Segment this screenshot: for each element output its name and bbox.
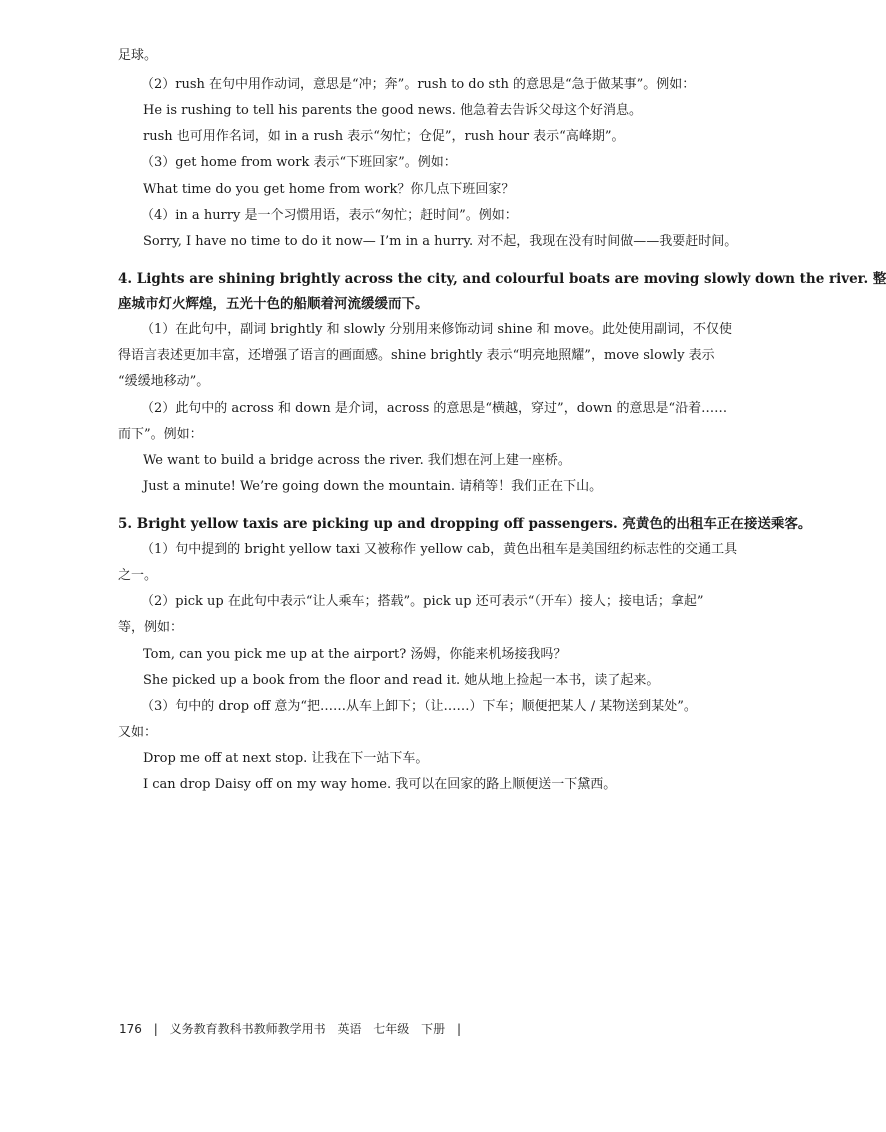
example-sentence: Tom, can you pick me up at the airport? 汤姆，你能来机场接我吗？ bbox=[143, 647, 567, 662]
note-rush-1: （2）rush 在句中用作动词，意思是“冲；奔”。rush to do sth 的意思是“急于做某事”。例如： bbox=[141, 77, 696, 92]
section-5-note: （3）句中的 drop off 意为“把……从车上卸下；（让……）下车；顺便把某人 / 某物送到某处”。 bbox=[141, 699, 697, 714]
book-title: 义务教育教科书教师教学用书 bbox=[169, 1022, 326, 1036]
example-sentence: What time do you get home from work？你几点下班回家？ bbox=[143, 182, 515, 197]
section-5-note: 等，例如： bbox=[118, 620, 184, 635]
page-number: 176 bbox=[119, 1022, 142, 1036]
volume: 下册 bbox=[421, 1022, 446, 1036]
example-sentence: Sorry, I have no time to do it now— I’m in a hurry. 对不起，我现在没有时间做——我要赶时间。 bbox=[143, 234, 738, 249]
section-4-note: （1）在此句中，副词 brightly 和 slowly 分别用来修饰动词 shine 和 move。此处使用副词，不仅使 bbox=[141, 322, 733, 337]
note-get-home: （3）get home from work 表示“下班回家”。例如： bbox=[141, 155, 457, 170]
footer-separator: | bbox=[153, 1022, 158, 1036]
example-sentence: He is rushing to tell his parents the good news. 他急着去告诉父母这个好消息。 bbox=[143, 103, 642, 118]
example-sentence: Drop me off at next stop. 让我在下一站下车。 bbox=[143, 751, 429, 766]
section-5-note: 之一。 bbox=[118, 568, 158, 583]
section-5-note: （1）句中提到的 bright yellow taxi 又被称作 yellow cab，黄色出租车是美国纽约标志性的交通工具 bbox=[141, 542, 738, 557]
example-sentence: I can drop Daisy off on my way home. 我可以在回家的路上顺便送一下黛西。 bbox=[143, 777, 617, 792]
section-4-note: （2）此句中的 across 和 down 是介词，across 的意思是“横越，穿过”，down 的意思是“沿着…… bbox=[141, 401, 728, 416]
footer-separator-end: | bbox=[456, 1022, 462, 1036]
subject: 英语 bbox=[337, 1022, 362, 1036]
note-in-a-hurry: （4）in a hurry 是一个习惯用语，表示“匆忙；赶时间”。例如： bbox=[141, 208, 518, 223]
page-footer bbox=[119, 1020, 469, 1037]
section-4-note: 得语言表述更加丰富，还增强了语言的画面感。shine brightly 表示“明亮地照耀”，move slowly 表示 bbox=[118, 348, 715, 363]
section-5-heading: 5. Bright yellow taxis are picking up and dropping off passengers. 亮黄色的出租车正在接送乘客。 bbox=[118, 516, 812, 532]
section-4-heading-line-2: 座城市灯火辉煌，五光十色的船顺着河流缓缓而下。 bbox=[118, 296, 429, 312]
note-rush-2: rush 也可用作名词，如 in a rush 表示“匆忙；仓促”，rush hour 表示“高峰期”。 bbox=[143, 129, 625, 144]
example-sentence: We want to build a bridge across the river. 我们想在河上建一座桥。 bbox=[143, 453, 571, 468]
grade: 七年级 bbox=[373, 1022, 410, 1036]
section-5-note: 又如： bbox=[118, 725, 158, 740]
section-5-note: （2）pick up 在此句中表示“让人乘车；搭载”。pick up 还可表示“（开车）接人；接电话；拿起” bbox=[141, 594, 704, 609]
example-sentence: She picked up a book from the floor and read it. 她从地上捡起一本书，读了起来。 bbox=[143, 673, 660, 688]
continuation-text: 足球。 bbox=[118, 48, 158, 63]
section-4-note: 而下”。例如： bbox=[118, 427, 203, 442]
section-4-note: “缓缓地移动”。 bbox=[118, 374, 210, 389]
section-4-heading-line-1: 4. Lights are shining brightly across the city, and colourful boats are moving slowly down the river. 整 bbox=[118, 271, 886, 287]
example-sentence: Just a minute! We’re going down the mountain. 请稍等！我们正在下山。 bbox=[143, 479, 603, 494]
